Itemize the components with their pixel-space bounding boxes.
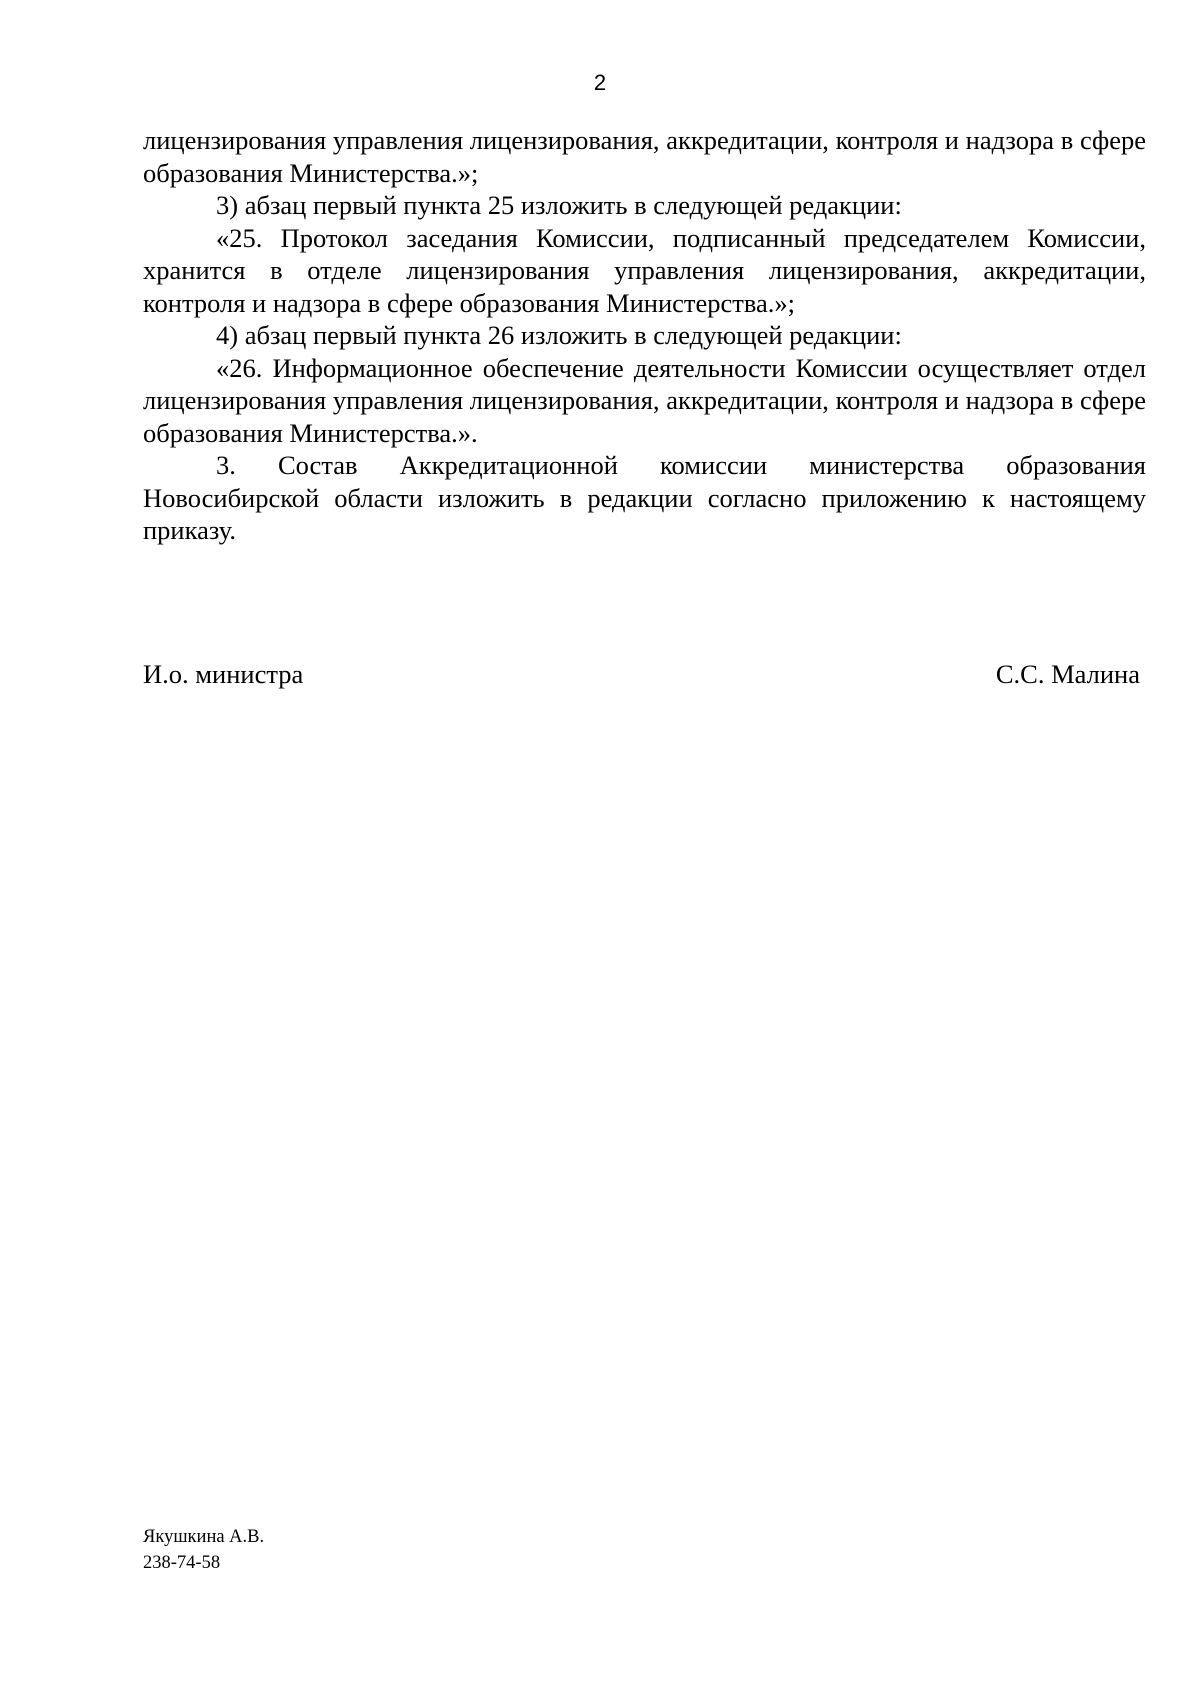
document-body xyxy=(143,124,1146,547)
paragraph-4: 4) абзац первый пункта 26 изложить в следующей редакции: xyxy=(216,320,902,350)
executor-info xyxy=(143,1524,264,1576)
paragraph-6: 3. Состав Аккредитационной комиссии министерства образования Новосибирской области изложить в редакции согласно приложению к настоящему приказу. xyxy=(143,450,1146,545)
signatory-name: С.С. Малина xyxy=(995,659,1140,689)
paragraph-3: «25. Протокол заседания Комиссии, подписанный председателем Комиссии, хранится в отделе лицензирования управления лицензирования, аккредитации, контроля и надзора в сфере образования Министерства.»; xyxy=(143,222,1146,318)
signature-block xyxy=(143,658,1140,690)
paragraph-5: «26. Информационное обеспечение деятельности Комиссии осуществляет отдел лицензирования управления лицензирования, аккредитации, контроля и надзора в сфере образования Министерства.». xyxy=(143,352,1146,448)
page-number: 2 xyxy=(593,70,607,95)
paragraph-2: 3) абзац первый пункта 25 изложить в следующей редакции: xyxy=(216,190,902,220)
executor-name: Якушкина А.В. xyxy=(143,1527,265,1547)
paragraph-1: лицензирования управления лицензирования, аккредитации, контроля и надзора в сфере образования Министерства.»; xyxy=(143,125,1146,188)
signatory-position: И.о. министра xyxy=(143,659,304,689)
executor-phone: 238-74-58 xyxy=(143,1553,221,1573)
